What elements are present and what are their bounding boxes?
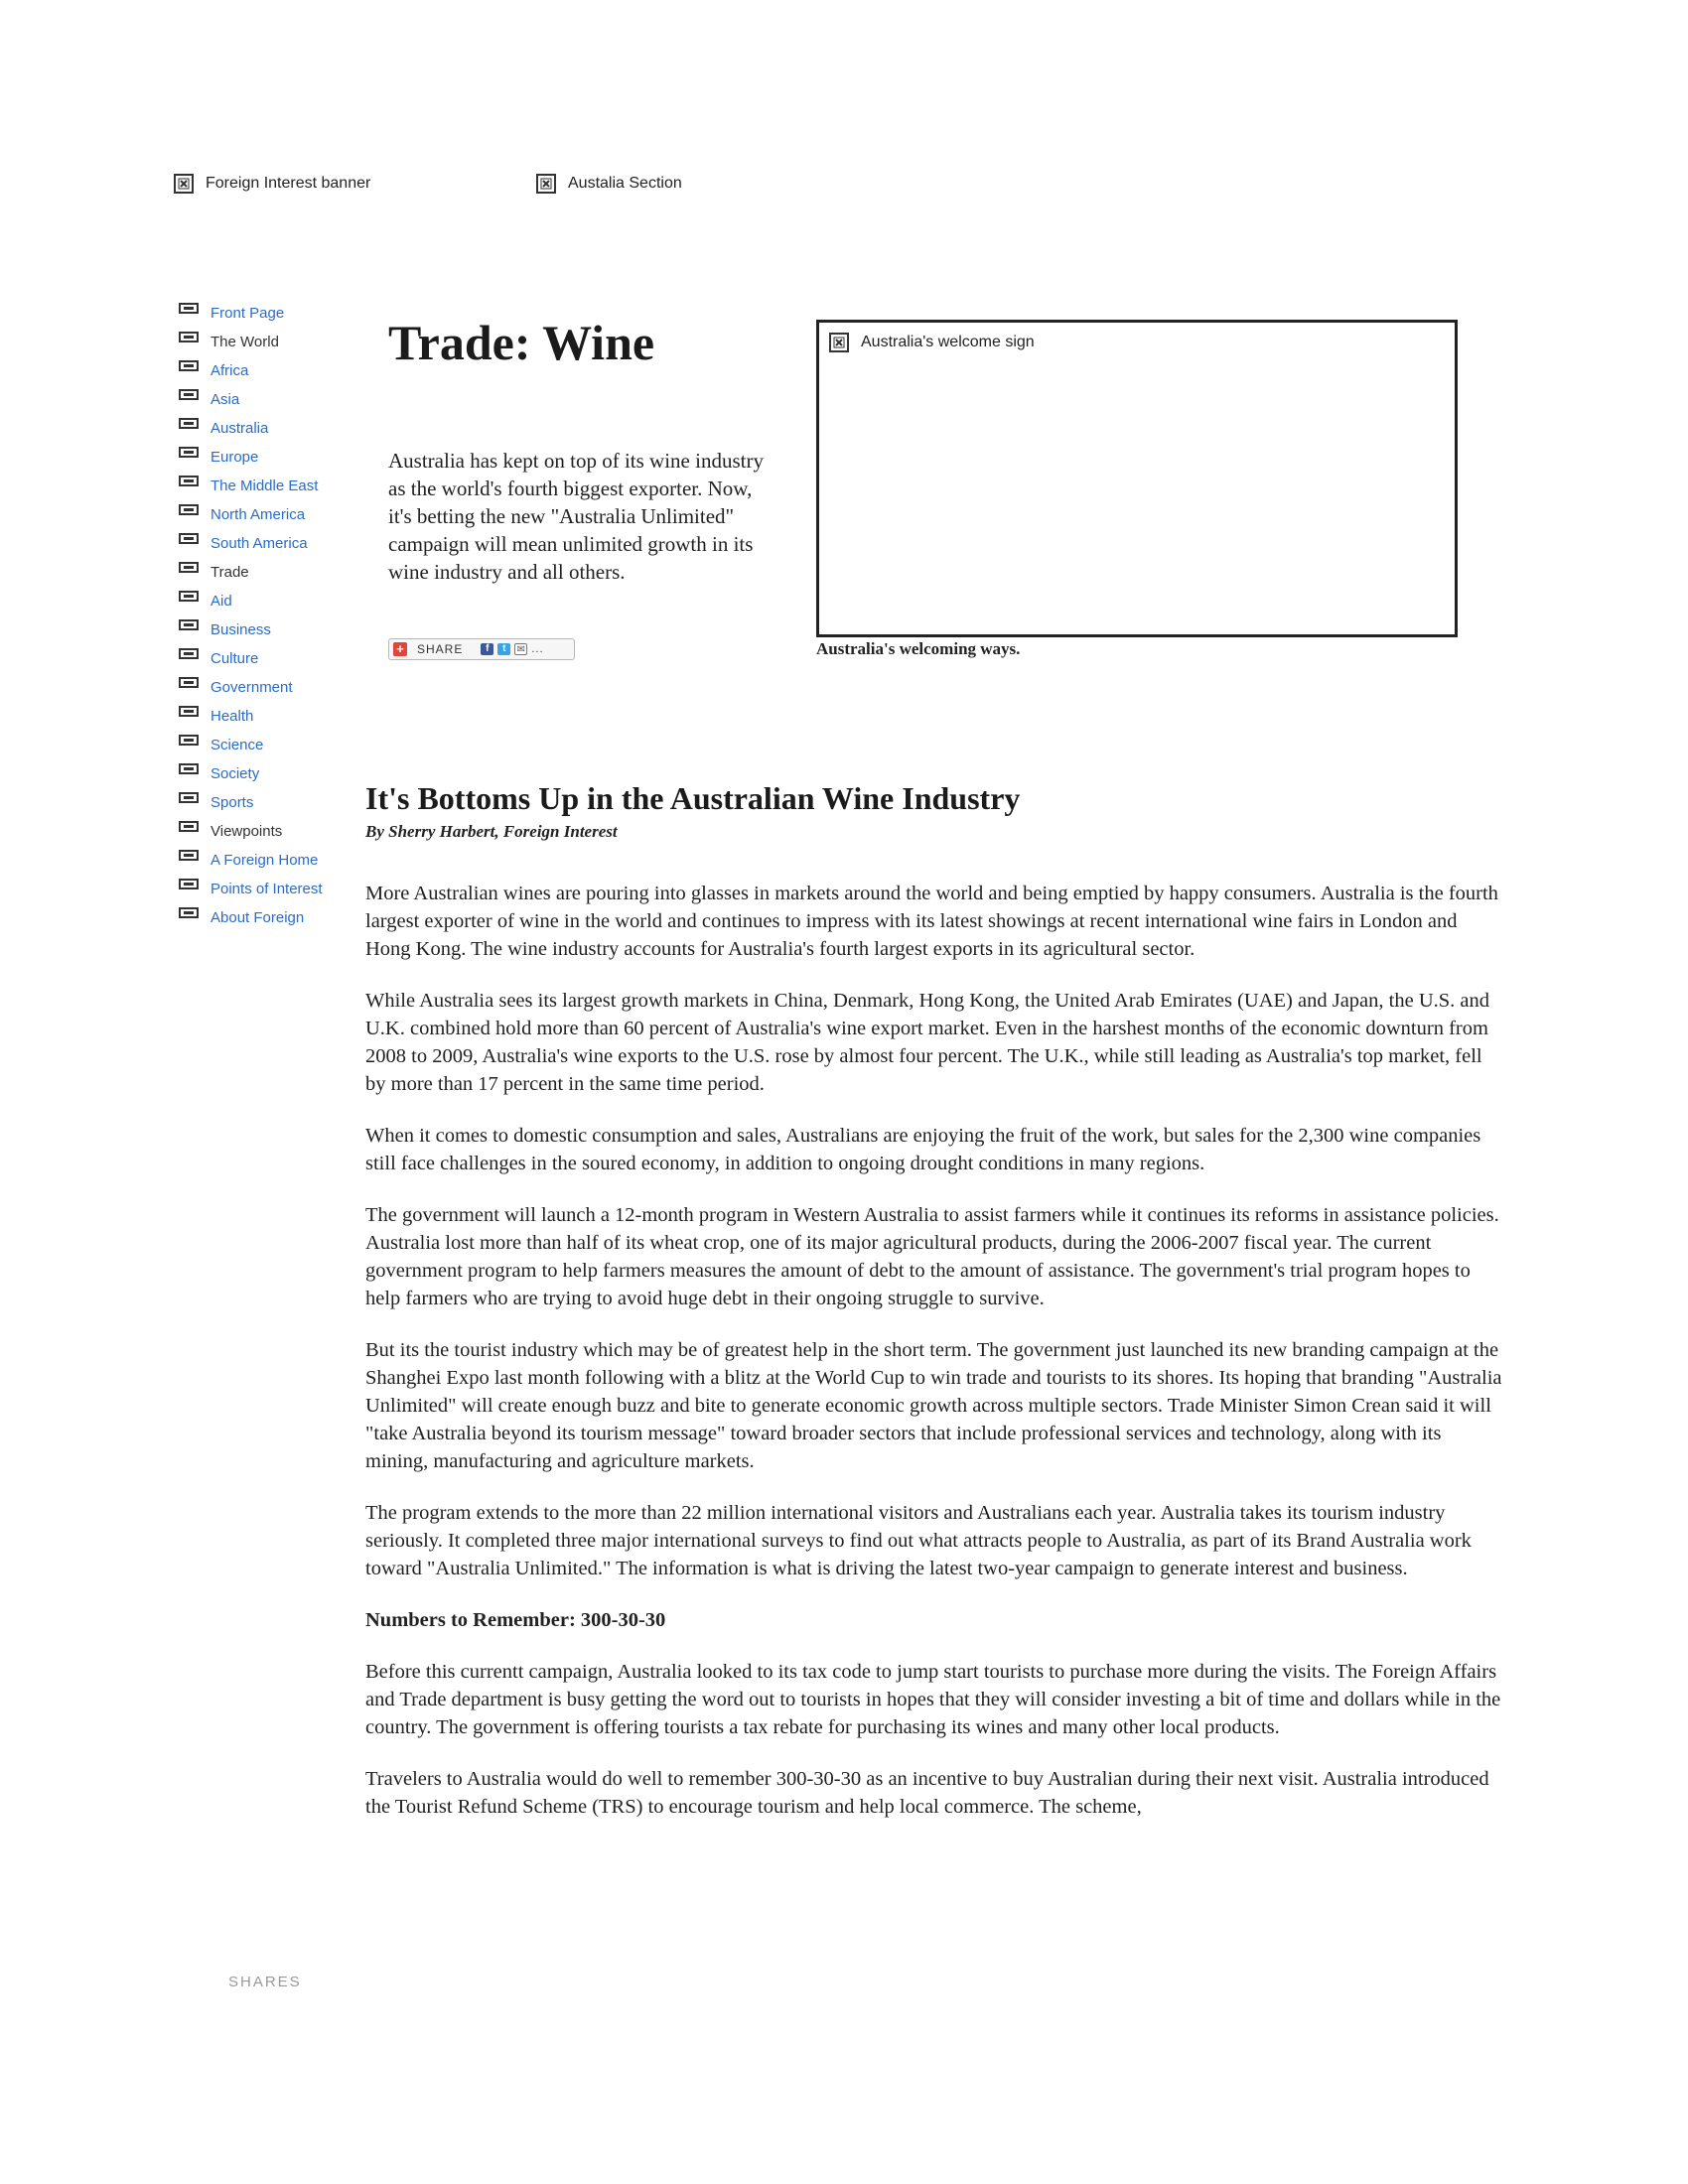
share-more[interactable]: ... (531, 643, 544, 655)
nav-bullet-icon (179, 619, 199, 630)
foreign-interest-banner (174, 174, 370, 194)
nav-item-society[interactable]: Society (179, 754, 348, 783)
nav-item-viewpoints[interactable]: Viewpoints (179, 812, 348, 841)
nav-bullet-icon (179, 792, 199, 803)
side-navigation (179, 294, 348, 927)
nav-bullet-icon (179, 562, 199, 573)
nav-bullet-icon (179, 591, 199, 602)
nav-bullet-icon (179, 879, 199, 889)
banner-alt-text: Foreign Interest banner (206, 175, 371, 192)
nav-bullet-icon (179, 706, 199, 717)
nav-bullet-icon (179, 763, 199, 774)
article-paragraph: Travelers to Australia would do well to remember 300-30-30 as an incentive to buy Australian during their next visit. Australia introduced the Tourist Refund Scheme (TRS) to encourage tourism and help local commerce. The scheme, (365, 1768, 1489, 1818)
nav-item-south-america[interactable]: South America (179, 524, 348, 553)
australia-section-banner[interactable] (536, 174, 682, 194)
nav-item-aid[interactable]: Aid (179, 582, 348, 611)
plus-icon: + (393, 642, 407, 656)
byline: By Sherry Harbert, Foreign Interest (365, 822, 618, 841)
nav-item-africa[interactable]: Africa (179, 351, 348, 380)
article-paragraph: Before this currentt campaign, Australia looked to its tax code to jump start tourists to purchase more during the visits. The Foreign Affairs and Trade department is busy getting the word out to tourists in hopes that they will consider investing a bit of time and dollars while in the country. The government is offering tourists a tax rebate for purchasing its wines and many other local products. (365, 1661, 1501, 1738)
broken-image-icon (536, 174, 556, 194)
nav-bullet-icon (179, 303, 199, 314)
broken-image-icon (829, 333, 849, 352)
twitter-icon[interactable]: t (497, 643, 510, 655)
nav-bullet-icon (179, 360, 199, 371)
shares-counter-label: SHARES (228, 1974, 302, 1990)
nav-item-europe[interactable]: Europe (179, 438, 348, 467)
nav-bullet-icon (179, 821, 199, 832)
welcome-sign-photo (816, 320, 1458, 637)
nav-item-middle-east[interactable]: The Middle East (179, 467, 348, 495)
article-paragraph: More Australian wines are pouring into glasses in markets around the world and being emptied by happy consumers. Australia is the fourth largest exporter of wine in the world and continues to impress with its latest showings at recent international wine fairs in London and Hong Kong. The wine industry accounts for Australia's fourth largest exports in its agricultural sector. (365, 883, 1498, 960)
email-icon[interactable]: ✉ (514, 643, 527, 655)
nav-item-asia[interactable]: Asia (179, 380, 348, 409)
broken-image (829, 333, 1035, 352)
nav-item-the-world[interactable]: The World (179, 323, 348, 351)
nav-bullet-icon (179, 648, 199, 659)
article-paragraph: The program extends to the more than 22 million international visitors and Australians each year. Australia takes its tourism industry seriously. It completed three major international surveys to find out what attracts people to Australia, as part of its Brand Australia work toward "Australia Unlimited." The information is what is driving the latest two-year campaign to generate interest and business. (365, 1502, 1472, 1579)
photo-caption: Australia's welcoming ways. (816, 639, 1021, 658)
nav-item-trade[interactable]: Trade (179, 553, 348, 582)
article-paragraph: But its the tourist industry which may be of greatest help in the short term. The government just launched its new branding campaign at the Shanghei Expo last month following with a blitz at the World Cup to win trade and tourists to its shores. Its hoping that branding "Australia Unlimited" will create enough buzz and bite to generate economic growth across multiple sectors. Trade Minister Simon Crean said it will "take Australia beyond its tourism message" toward broader sectors that include professional services and technology, along with its mining, manufacturing and agriculture markets. (365, 1339, 1502, 1472)
nav-bullet-icon (179, 907, 199, 918)
facebook-icon[interactable]: f (481, 643, 493, 655)
article-paragraph: While Australia sees its largest growth markets in China, Denmark, Hong Kong, the United Arab Emirates (UAE) and Japan, the U.S. and U.K. combined hold more than 60 percent of Australia's wine export market. Even in the harshest months of the economic downturn from 2008 to 2009, Australia's wine exports to the U.S. rose by almost four percent. The U.K., while still leading as Australia's top market, fell by more than 17 percent in the same time period. (365, 990, 1489, 1095)
nav-item-government[interactable]: Government (179, 668, 348, 697)
nav-bullet-icon (179, 418, 199, 429)
share-services (481, 643, 527, 655)
nav-bullet-icon (179, 389, 199, 400)
page-title: Trade: Wine (388, 315, 655, 370)
nav-item-foreign-home[interactable]: A Foreign Home (179, 841, 348, 870)
nav-bullet-icon (179, 677, 199, 688)
nav-bullet-icon (179, 735, 199, 746)
nav-item-business[interactable]: Business (179, 611, 348, 639)
nav-item-sports[interactable]: Sports (179, 783, 348, 812)
section-alt-text: Austalia Section (568, 175, 682, 192)
article-title: It's Bottoms Up in the Australian Wine Industry (365, 780, 1021, 816)
nav-item-about-foreign[interactable]: About Foreign (179, 898, 348, 927)
nav-bullet-icon (179, 447, 199, 458)
nav-item-health[interactable]: Health (179, 697, 348, 726)
nav-item-culture[interactable]: Culture (179, 639, 348, 668)
share-label: SHARE (417, 642, 464, 656)
nav-bullet-icon (179, 504, 199, 515)
nav-item-australia[interactable]: Australia (179, 409, 348, 438)
nav-bullet-icon (179, 332, 199, 342)
article-paragraph: The government will launch a 12-month program in Western Australia to assist farmers while it continues its reforms in assistance policies. Australia lost more than half of its wheat crop, one of its major agricultural products, during the 2006-2007 fiscal year. The current government program to help farmers measures the amount of debt to the amount of assistance. The government's trial program hopes to help farmers who are trying to avoid huge debt in their ongoing struggle to survive. (365, 1204, 1499, 1309)
nav-item-science[interactable]: Science (179, 726, 348, 754)
nav-bullet-icon (179, 476, 199, 486)
article-subhead: Numbers to Remember: 300-30-30 (365, 1609, 666, 1631)
nav-bullet-icon (179, 533, 199, 544)
intro-text: Australia has kept on top of its wine industry as the world's fourth biggest exporter. Now, it's betting the new "Australia Unlimited" campaign will mean unlimited growth in its wine industry and all others. (388, 449, 764, 584)
nav-bullet-icon (179, 850, 199, 861)
nav-item-north-america[interactable]: North America (179, 495, 348, 524)
nav-item-points-of-interest[interactable]: Points of Interest (179, 870, 348, 898)
article-body (365, 880, 1507, 1844)
photo-alt-text: Australia's welcome sign (861, 334, 1035, 350)
broken-image-icon (174, 174, 194, 194)
article-paragraph: When it comes to domestic consumption and sales, Australians are enjoying the fruit of the work, but sales for the 2,300 wine companies still face challenges in the soured economy, in addition to ongoing drought conditions in many regions. (365, 1125, 1481, 1174)
nav-item-front-page[interactable]: Front Page (179, 294, 348, 323)
share-button[interactable] (388, 638, 575, 660)
